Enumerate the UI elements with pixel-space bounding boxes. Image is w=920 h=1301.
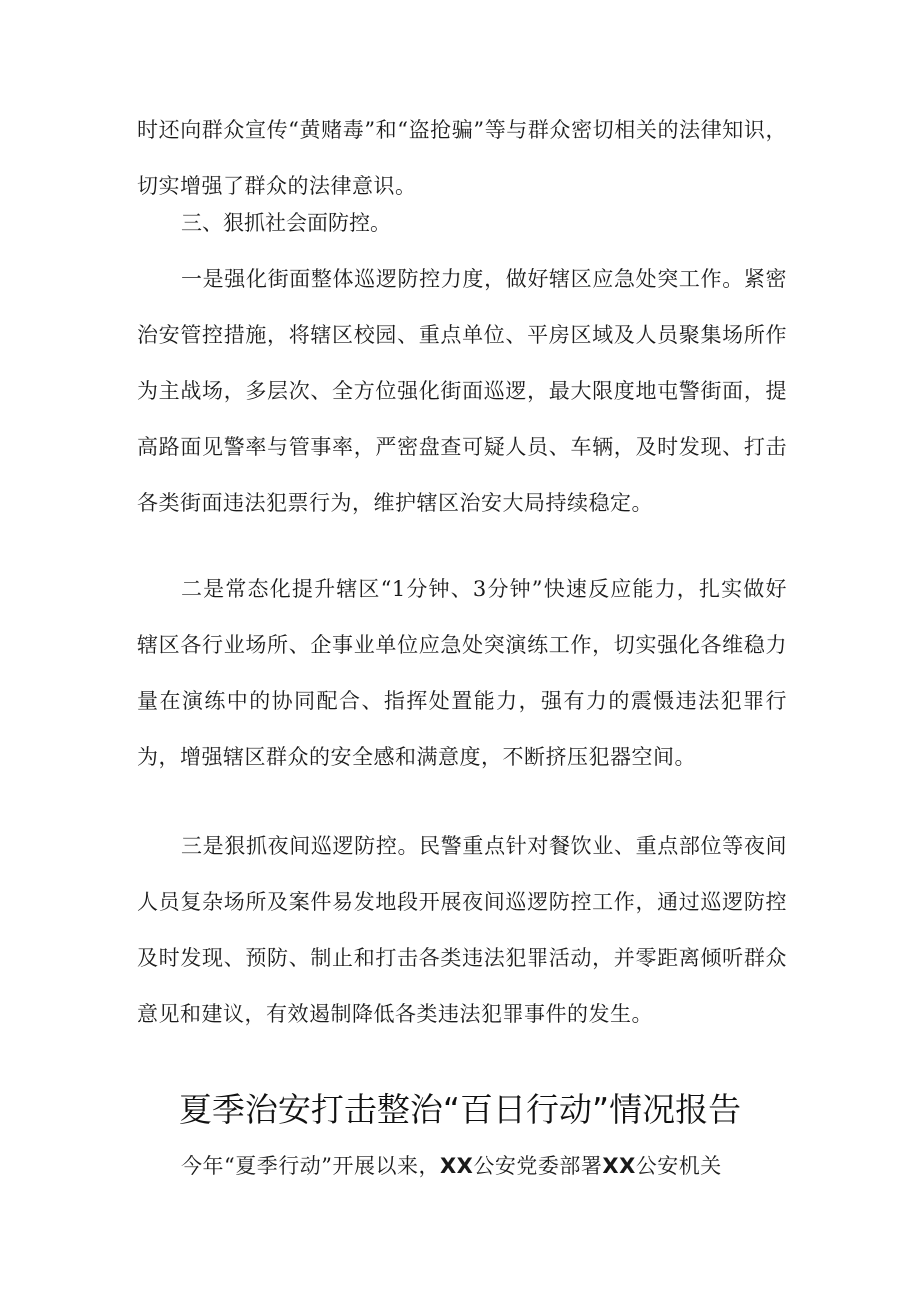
paragraph-4	[137, 1138, 787, 1194]
p4-text-a: 今年“夏季行动”开展以来，	[181, 1154, 440, 1178]
paragraph-intro: 时还向群众宣传“黄赌毒”和“盗抢骗”等与群众密切相关的法律知识，切实增强了群众的法律意识。	[137, 118, 787, 198]
paragraph-1: 一是强化街面整体巡逻防控力度，做好辖区应急处突工作。紧密治安管控措施，将辖区校园、重点单位、平房区域及人员聚集场所作为主战场，多层次、全方位强化街面巡逻，最大限度地屯警街面，提高路面见警率与管事率，严密盘查可疑人员、车辆，及时发现、打击各类街面违法犯票行为，维护辖区治安大局持续稳定。	[137, 267, 787, 515]
document-title: 夏季治安打击整治“百日行动”情况报告	[178, 1090, 742, 1129]
p4-text-c: 公安党委部署	[473, 1154, 603, 1178]
p4-text-e: 公安机关	[635, 1154, 722, 1178]
p4-xx-2: XX	[602, 1154, 636, 1178]
paragraph-2: 二是常态化提升辖区“1分钟、3分钟”快速反应能力，扎实做好辖区各行业场所、企事业单位应急处突演练工作，切实强化各维稳力量在演练中的协同配合、指挥处置能力，强有力的震慑违法犯罪行为，增强辖区群众的安全感和满意度，不断挤压犯器空间。	[137, 577, 787, 769]
section-heading-3: 三、狠抓社会面防控。	[181, 211, 391, 235]
paragraph-3: 三是狠抓夜间巡逻防控。民警重点针对餐饮业、重点部位等夜间人员复杂场所及案件易发地段开展夜间巡逻防控工作，通过巡逻防控及时发现、预防、制止和打击各类违法犯罪活动，并零距离倾听群众意见和建议，有效遏制降低各类违法犯罪事件的发生。	[137, 834, 787, 1026]
p4-xx-1: XX	[439, 1154, 474, 1178]
